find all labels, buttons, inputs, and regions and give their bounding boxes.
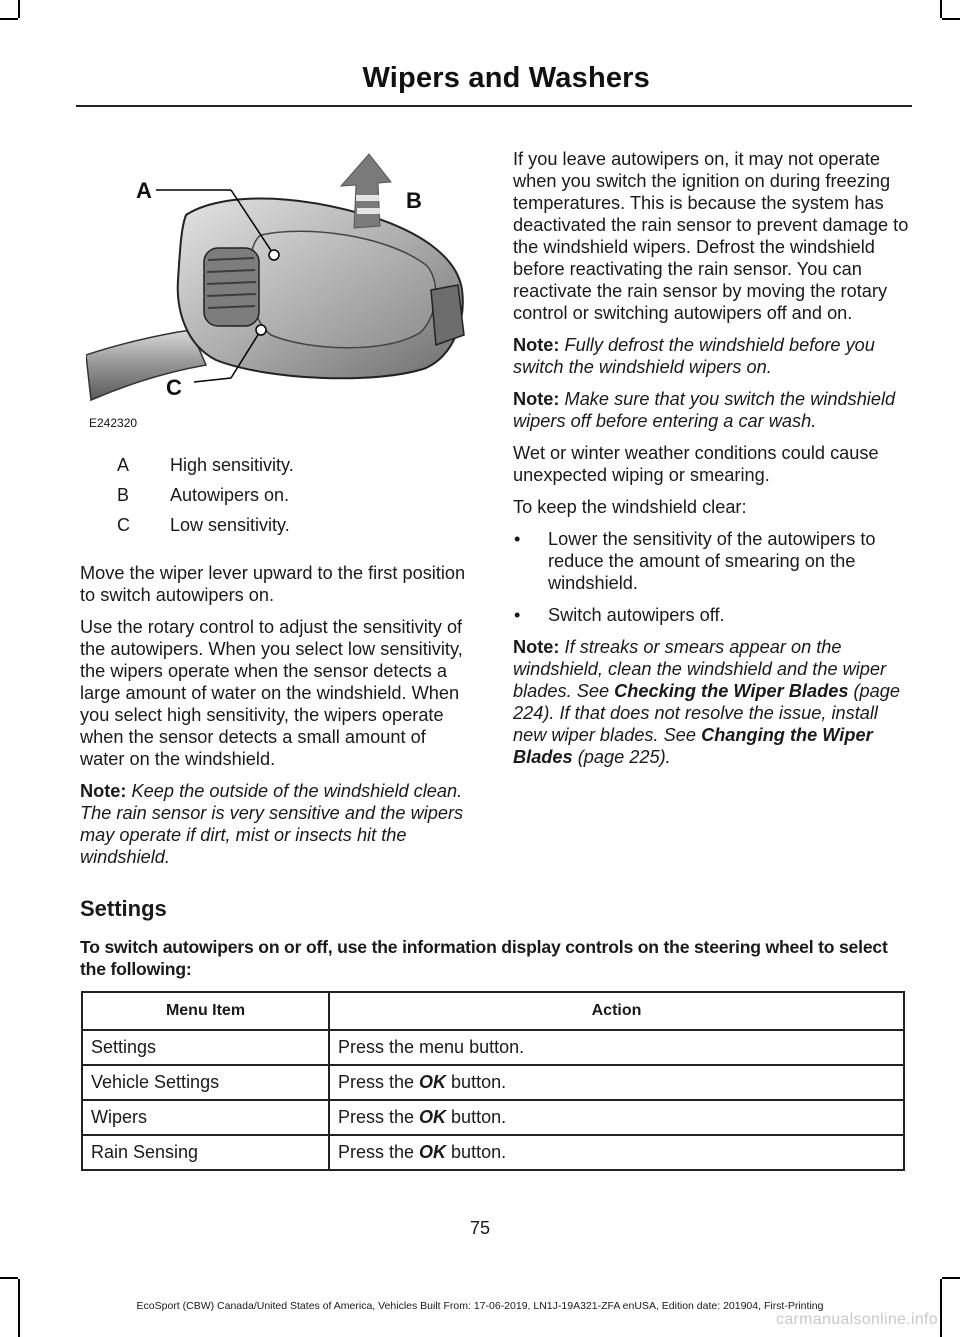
- page-title: Wipers and Washers: [362, 62, 650, 94]
- note-label: Note:: [513, 637, 560, 657]
- menu-item-cell: Settings: [82, 1030, 329, 1065]
- table-row: [82, 1100, 904, 1135]
- legend-text: Autowipers on.: [170, 485, 290, 505]
- note: [80, 780, 472, 868]
- header-divider: [76, 105, 912, 107]
- settings-table: [81, 991, 905, 1171]
- paragraph: To keep the windshield clear:: [513, 497, 747, 517]
- column-header-menu-item: Menu Item: [82, 992, 329, 1030]
- legend-text: Low sensitivity.: [170, 515, 290, 535]
- note-label: Note:: [80, 781, 127, 801]
- crop-mark: [18, 0, 20, 18]
- bullet-text: Switch autowipers off.: [548, 605, 725, 625]
- note-text: Make sure that you switch the windshield wipers off before entering a car wash.: [513, 389, 896, 431]
- menu-item-cell: Rain Sensing: [82, 1135, 329, 1170]
- legend-row: [80, 455, 470, 485]
- cross-reference-link[interactable]: Changing the Wiper Blades: [513, 725, 873, 767]
- column-header-action: Action: [329, 992, 904, 1030]
- action-cell: Press the menu button.: [329, 1030, 904, 1065]
- menu-item-cell: Vehicle Settings: [82, 1065, 329, 1100]
- footer-text: EcoSport (CBW) Canada/United States of America, Vehicles Built From: 17-06-2019, LN1J-19A321-ZFA enUSA, Edition date: 201904, First-Printing: [136, 1300, 824, 1312]
- bullet-text: Lower the sensitivity of the autowipers to reduce the amount of smearing on the windshield.: [548, 529, 876, 593]
- right-column: [513, 148, 911, 778]
- note: [513, 388, 911, 432]
- note-text: (page 224). If that does not resolve the issue, install new wiper blades. See: [513, 681, 901, 745]
- section-title: Settings: [80, 896, 167, 921]
- menu-item-cell: Wipers: [82, 1100, 329, 1135]
- ok-button-label: OK: [419, 1072, 447, 1092]
- note-text: Keep the outside of the windshield clean. The rain sensor is very sensitive and the wipers may operate if dirt, mist or insects hit the windshield.: [80, 781, 464, 867]
- figure-legend: [80, 455, 470, 545]
- crop-mark: [0, 18, 18, 20]
- legend-text: High sensitivity.: [170, 455, 294, 475]
- note-text: If streaks or smears appear on the windshield, clean the windshield and the wiper blades. See: [513, 637, 887, 701]
- paragraph: Move the wiper lever upward to the first position to switch autowipers on.: [80, 563, 466, 605]
- legend-key: B: [117, 485, 130, 505]
- legend-row: [80, 485, 470, 515]
- paragraph: If you leave autowipers on, it may not operate when you switch the ignition on during freezing temperatures. This is because the system has deactivated the rain sensor to prevent damage to the windshield wipers. Defrost the windshield before reactivating the rain sensor. You can reactivate the rain sensor by moving the rotary control or switching autowipers off and on.: [513, 149, 909, 323]
- note-text: Fully defrost the windshield before you switch the windshield wipers on.: [513, 335, 875, 377]
- table-header-row: [82, 992, 904, 1030]
- page-number: 75: [469, 1218, 491, 1238]
- callout-b: B: [406, 188, 422, 213]
- crop-mark: [942, 18, 960, 20]
- callout-c: C: [166, 375, 182, 400]
- table-row: [82, 1030, 904, 1065]
- bullet-icon: •: [514, 605, 521, 625]
- left-column: [80, 562, 472, 878]
- watermark: carmanualsonline.info: [776, 1311, 938, 1328]
- legend-row: [80, 515, 470, 545]
- note-label: Note:: [513, 335, 560, 355]
- note: [513, 636, 911, 768]
- bullet-item: [513, 528, 911, 594]
- wiper-lever-illustration: [86, 140, 471, 440]
- ok-button-label: OK: [419, 1142, 447, 1162]
- crop-mark: [0, 1277, 18, 1279]
- action-cell: Press the OK button.: [329, 1065, 904, 1100]
- table-row: [82, 1065, 904, 1100]
- note: [513, 334, 911, 378]
- figure-code: E242320: [89, 416, 138, 430]
- callout-a: A: [136, 178, 152, 203]
- note-label: Note:: [513, 389, 560, 409]
- section-instruction: To switch autowipers on or off, use the information display controls on the steering wheel to select the following:: [80, 937, 888, 979]
- cross-reference-link[interactable]: Checking the Wiper Blades: [614, 681, 849, 701]
- action-cell: Press the OK button.: [329, 1100, 904, 1135]
- bullet-item: [513, 604, 911, 626]
- paragraph: Use the rotary control to adjust the sensitivity of the autowipers. When you select low sensitivity, the wipers operate when the sensor detects a large amount of water on the windshield. When you select high sensitivity, the wipers operate when the sensor detects a small amount of water on the windshield.: [80, 617, 463, 769]
- table-row: [82, 1135, 904, 1170]
- paragraph: Wet or winter weather conditions could cause unexpected wiping or smearing.: [513, 443, 879, 485]
- legend-key: C: [117, 515, 130, 535]
- crop-mark: [942, 1277, 960, 1279]
- crop-mark: [940, 0, 942, 18]
- note-text: (page 225).: [572, 747, 671, 767]
- action-cell: Press the OK button.: [329, 1135, 904, 1170]
- bullet-icon: •: [514, 529, 521, 549]
- ok-button-label: OK: [419, 1107, 447, 1127]
- legend-key: A: [117, 455, 130, 475]
